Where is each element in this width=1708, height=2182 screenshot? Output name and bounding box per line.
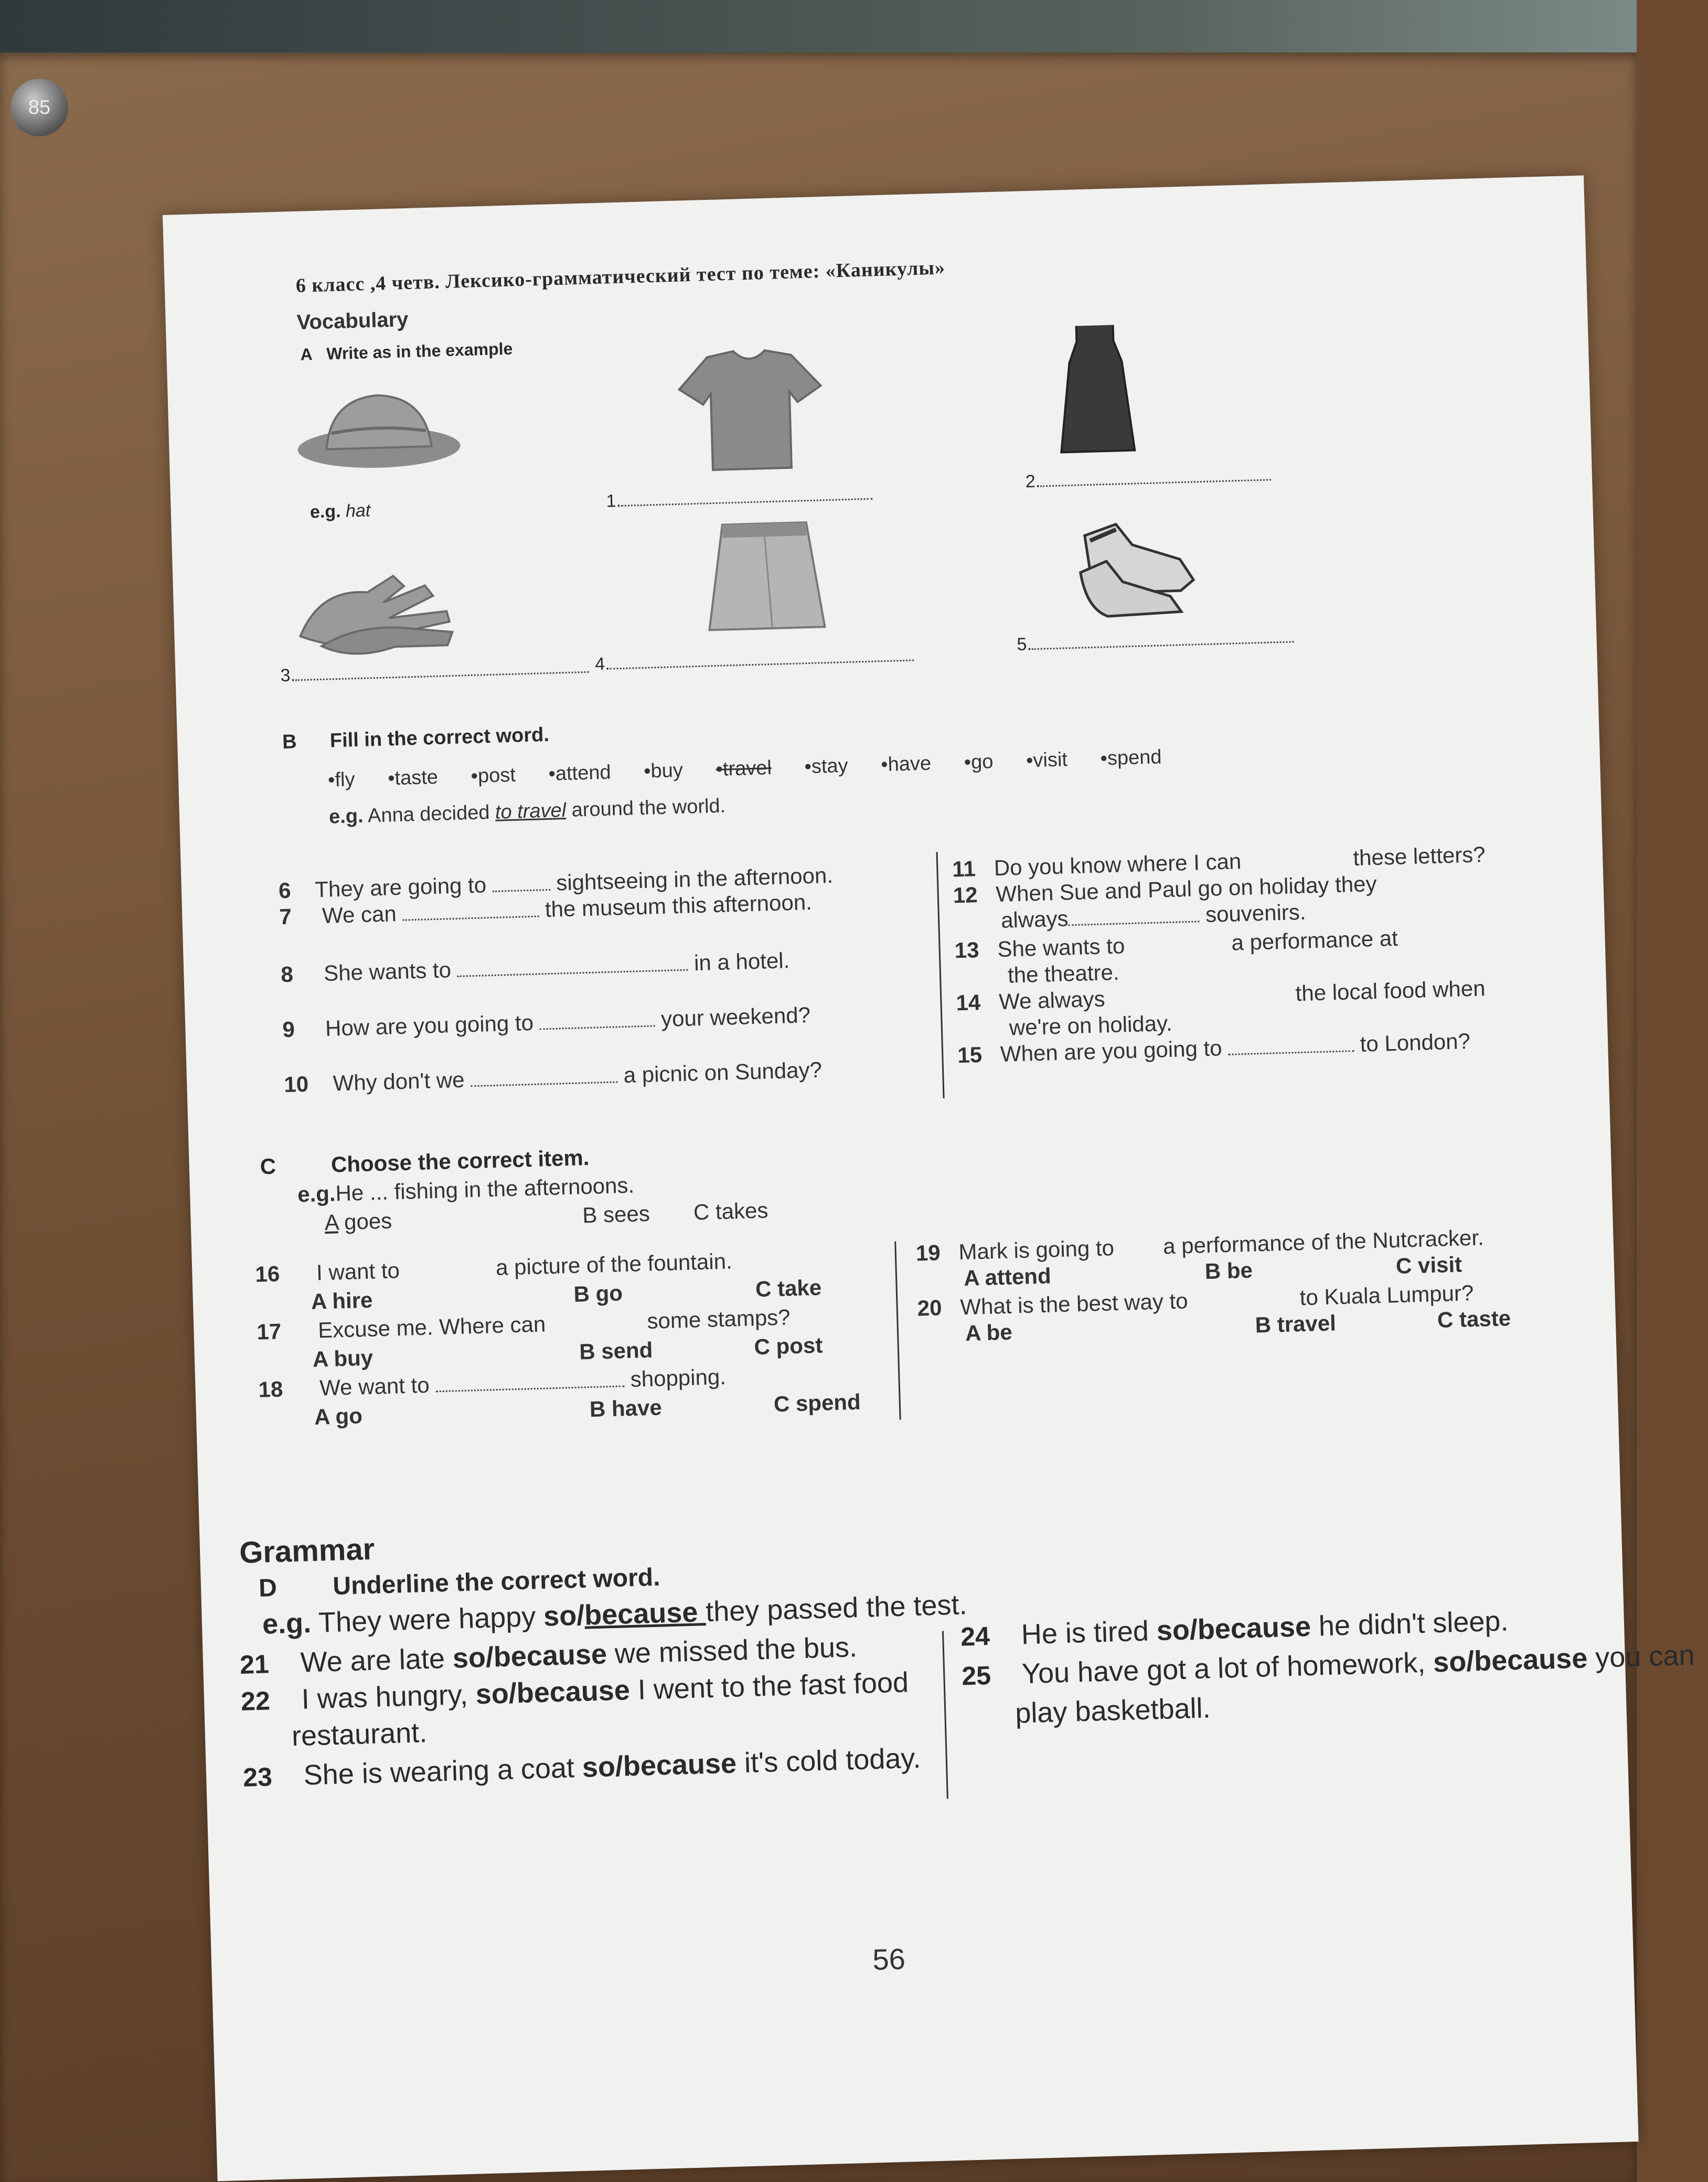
question-number: 12 xyxy=(953,882,978,908)
question-number: 7 xyxy=(279,904,292,929)
question-text: When are you going to xyxy=(1000,1035,1223,1067)
question-text-end: a picture of the fountain. xyxy=(495,1248,733,1280)
example-text-pre: They were happy xyxy=(311,1600,545,1639)
option-b: B sees xyxy=(582,1201,650,1228)
option-b[interactable]: B have xyxy=(589,1395,663,1422)
question-22-line-2: restaurant. xyxy=(291,1717,428,1752)
question-text-end: to Kuala Lumpur? xyxy=(1299,1280,1474,1310)
grammar-title: Grammar xyxy=(239,1532,375,1570)
question-24[interactable] xyxy=(960,1605,1509,1652)
question-text-end: a picnic on Sunday? xyxy=(623,1057,823,1088)
question-text-end: sightseeing in the afternoon. xyxy=(556,862,834,895)
question-text: How are you going to xyxy=(325,1010,534,1041)
word-spend: • spend xyxy=(1100,746,1162,769)
question-text-end: souvenirs. xyxy=(1205,899,1307,927)
question-text-end: a performance of the Nutcracker. xyxy=(1162,1225,1485,1259)
section-b-example xyxy=(329,795,726,828)
example-text-post: they passed the test. xyxy=(705,1589,968,1628)
example-text: He ... fishing in the afternoons. xyxy=(335,1172,635,1206)
item-number-1: 1. xyxy=(606,490,622,511)
section-c-instruction: Choose the correct item. xyxy=(330,1145,590,1177)
choice-so-because[interactable]: so/because xyxy=(452,1638,607,1674)
dress-icon xyxy=(1047,319,1145,458)
section-d-header xyxy=(258,1563,660,1603)
question-text-end: I went to the fast food xyxy=(629,1666,909,1706)
question-8[interactable] xyxy=(281,948,790,987)
question-number: 9 xyxy=(282,1017,295,1042)
question-text-end: in a hotel. xyxy=(693,948,790,976)
section-c-header xyxy=(260,1145,590,1180)
example-label: e.g. xyxy=(309,501,341,522)
example-so: so/ xyxy=(543,1599,585,1632)
worksheet-page xyxy=(163,175,1695,2181)
question-text-end: your weekend? xyxy=(660,1002,811,1032)
question-text-end: we missed the bus. xyxy=(606,1631,858,1670)
answer-line-5[interactable] xyxy=(1017,627,1294,655)
section-a-instruction: Write as in the example xyxy=(326,339,513,363)
question-number: 10 xyxy=(283,1071,309,1097)
question-number: 19 xyxy=(915,1240,941,1266)
word-post: • post xyxy=(471,764,516,787)
question-number: 21 xyxy=(239,1649,270,1680)
question-text: We want to xyxy=(319,1372,430,1400)
word-go: • go xyxy=(964,751,994,774)
question-text-end: you can xyxy=(1587,1639,1695,1674)
example-label: e.g. xyxy=(262,1607,312,1640)
question-text: Do you know where I can xyxy=(994,849,1242,881)
option-c[interactable]: C visit xyxy=(1395,1252,1463,1279)
option-c[interactable]: C take xyxy=(755,1275,822,1302)
example-text-pre: Anna decided xyxy=(367,801,496,827)
vocabulary-title: Vocabulary xyxy=(296,308,409,334)
question-number: 14 xyxy=(955,990,981,1015)
question-number: 23 xyxy=(242,1762,273,1792)
question-text: When Sue and Paul go on holiday they xyxy=(995,871,1378,907)
column-divider xyxy=(936,852,944,1098)
question-text-end: a performance at xyxy=(1231,925,1399,955)
question-number: 11 xyxy=(952,856,976,882)
option-c[interactable]: C taste xyxy=(1437,1306,1511,1332)
hat-icon xyxy=(293,380,464,474)
choice-so-because[interactable]: so/because xyxy=(1156,1610,1311,1647)
option-c[interactable]: C spend xyxy=(773,1389,861,1417)
question-10[interactable] xyxy=(284,1057,823,1098)
option-a[interactable]: A buy xyxy=(312,1345,373,1372)
question-text: Why don't we xyxy=(333,1067,465,1096)
question-text-end: the local food when xyxy=(1295,976,1486,1006)
option-a[interactable]: A go xyxy=(314,1403,363,1429)
option-b[interactable]: B be xyxy=(1204,1257,1253,1284)
example-answer: to travel xyxy=(495,799,567,823)
question-number: 13 xyxy=(954,937,980,963)
section-b-letter: B xyxy=(282,731,297,754)
question-25-line-2: play basketball. xyxy=(1015,1692,1211,1729)
choice-so-because[interactable]: so/because xyxy=(1433,1642,1588,1678)
question-text-cont: always xyxy=(1000,906,1069,933)
question-9[interactable] xyxy=(282,1002,811,1042)
gloves-icon xyxy=(287,553,468,662)
question-number: 6 xyxy=(278,878,292,903)
option-a[interactable]: A hire xyxy=(311,1287,373,1314)
option-b[interactable]: B send xyxy=(579,1337,653,1364)
word-have: • have xyxy=(881,753,932,776)
question-number: 22 xyxy=(240,1686,271,1716)
option-a: goes xyxy=(344,1208,392,1235)
question-text: I want to xyxy=(316,1258,400,1285)
question-number: 17 xyxy=(256,1319,282,1344)
example-label: e.g. xyxy=(328,805,364,828)
question-text-end: these letters? xyxy=(1352,842,1486,871)
question-text-end: some stamps? xyxy=(646,1304,791,1334)
item-number-4: 4. xyxy=(594,654,611,675)
word-fly: • fly xyxy=(328,768,355,791)
question-text-end: to London? xyxy=(1360,1029,1471,1056)
question-text: He is tired xyxy=(1021,1615,1157,1651)
example-word: hat xyxy=(345,500,371,521)
question-text: We can xyxy=(322,901,397,928)
option-a-letter: A xyxy=(324,1210,339,1235)
option-a[interactable]: A attend xyxy=(963,1263,1052,1291)
choice-so-because[interactable]: so/because xyxy=(582,1747,737,1783)
example-label: e.g. xyxy=(297,1181,336,1207)
sneakers-icon xyxy=(1074,511,1202,620)
section-d-letter: D xyxy=(258,1574,277,1602)
option-b[interactable]: B travel xyxy=(1255,1310,1337,1338)
question-text: Mark is going to xyxy=(958,1235,1115,1265)
question-number: 24 xyxy=(960,1621,990,1652)
word-buy: • buy xyxy=(644,760,684,783)
question-text: What is the best way to xyxy=(959,1288,1189,1320)
word-travel: • travel xyxy=(716,757,772,780)
question-text: She wants to xyxy=(997,933,1125,962)
option-c: C takes xyxy=(693,1197,769,1225)
item-number-2: 2. xyxy=(1025,471,1041,492)
option-c[interactable]: C post xyxy=(753,1332,823,1360)
example-text-post: around the world. xyxy=(565,795,726,821)
page-heading: 6 класс ,4 четв. Лексико-грамматический тест по теме: «Каникулы» xyxy=(295,256,946,297)
page-number: 56 xyxy=(872,1942,906,1976)
question-text: Excuse me. Where can xyxy=(317,1311,546,1343)
question-number: 25 xyxy=(961,1661,991,1691)
question-text: You have got a lot of homework, xyxy=(1021,1646,1434,1690)
word-attend: • attend xyxy=(548,762,611,785)
answer-line-2[interactable] xyxy=(1025,465,1271,492)
example-answer xyxy=(309,500,370,522)
question-14-line-2: we're on holiday. xyxy=(1009,1010,1173,1040)
answer-line-1[interactable] xyxy=(606,484,873,511)
column-divider xyxy=(894,1242,901,1420)
screw-head: 85 xyxy=(10,79,68,136)
question-text-end: it's cold today. xyxy=(736,1742,922,1779)
section-c-example xyxy=(297,1173,635,1207)
question-text-end: he didn't sleep. xyxy=(1310,1605,1509,1642)
question-number: 20 xyxy=(917,1295,943,1321)
question-text: They are going to xyxy=(314,872,487,902)
option-a[interactable]: A be xyxy=(965,1319,1013,1346)
word-bank xyxy=(328,746,1162,791)
example-because: because xyxy=(584,1596,707,1631)
question-text: She wants to xyxy=(323,957,452,986)
column-divider xyxy=(942,1631,948,1799)
question-text: We are late xyxy=(300,1642,453,1678)
word-taste: • taste xyxy=(388,766,439,790)
question-text-end: shopping. xyxy=(630,1364,727,1392)
question-number: 8 xyxy=(280,961,294,987)
section-c-letter: C xyxy=(260,1153,276,1179)
answer-line-4[interactable] xyxy=(595,645,914,675)
item-number-5: 5. xyxy=(1016,634,1032,655)
question-text-end: the museum this afternoon. xyxy=(545,889,813,922)
section-a-letter: A xyxy=(300,345,313,364)
choice-so-because[interactable]: so/because xyxy=(475,1674,631,1710)
section-b-header xyxy=(282,724,550,754)
question-text: I was hungry, xyxy=(301,1678,476,1715)
question-number: 16 xyxy=(254,1261,280,1287)
option-b[interactable]: B go xyxy=(573,1280,623,1307)
question-13-line-2: the theatre. xyxy=(1007,959,1120,988)
word-stay: • stay xyxy=(804,755,848,778)
question-text: We always xyxy=(998,986,1106,1014)
question-number: 18 xyxy=(258,1376,283,1402)
word-visit: • visit xyxy=(1026,748,1068,772)
item-number-3: 3. xyxy=(280,665,296,686)
section-a-header xyxy=(300,339,513,364)
tshirt-icon xyxy=(676,349,826,474)
section-b-instruction: Fill in the correct word. xyxy=(329,723,550,752)
skirt-icon xyxy=(701,517,830,641)
section-d-instruction: Underline the correct word. xyxy=(332,1563,661,1600)
question-text: She is wearing a coat xyxy=(303,1751,583,1791)
question-number: 15 xyxy=(957,1042,983,1068)
